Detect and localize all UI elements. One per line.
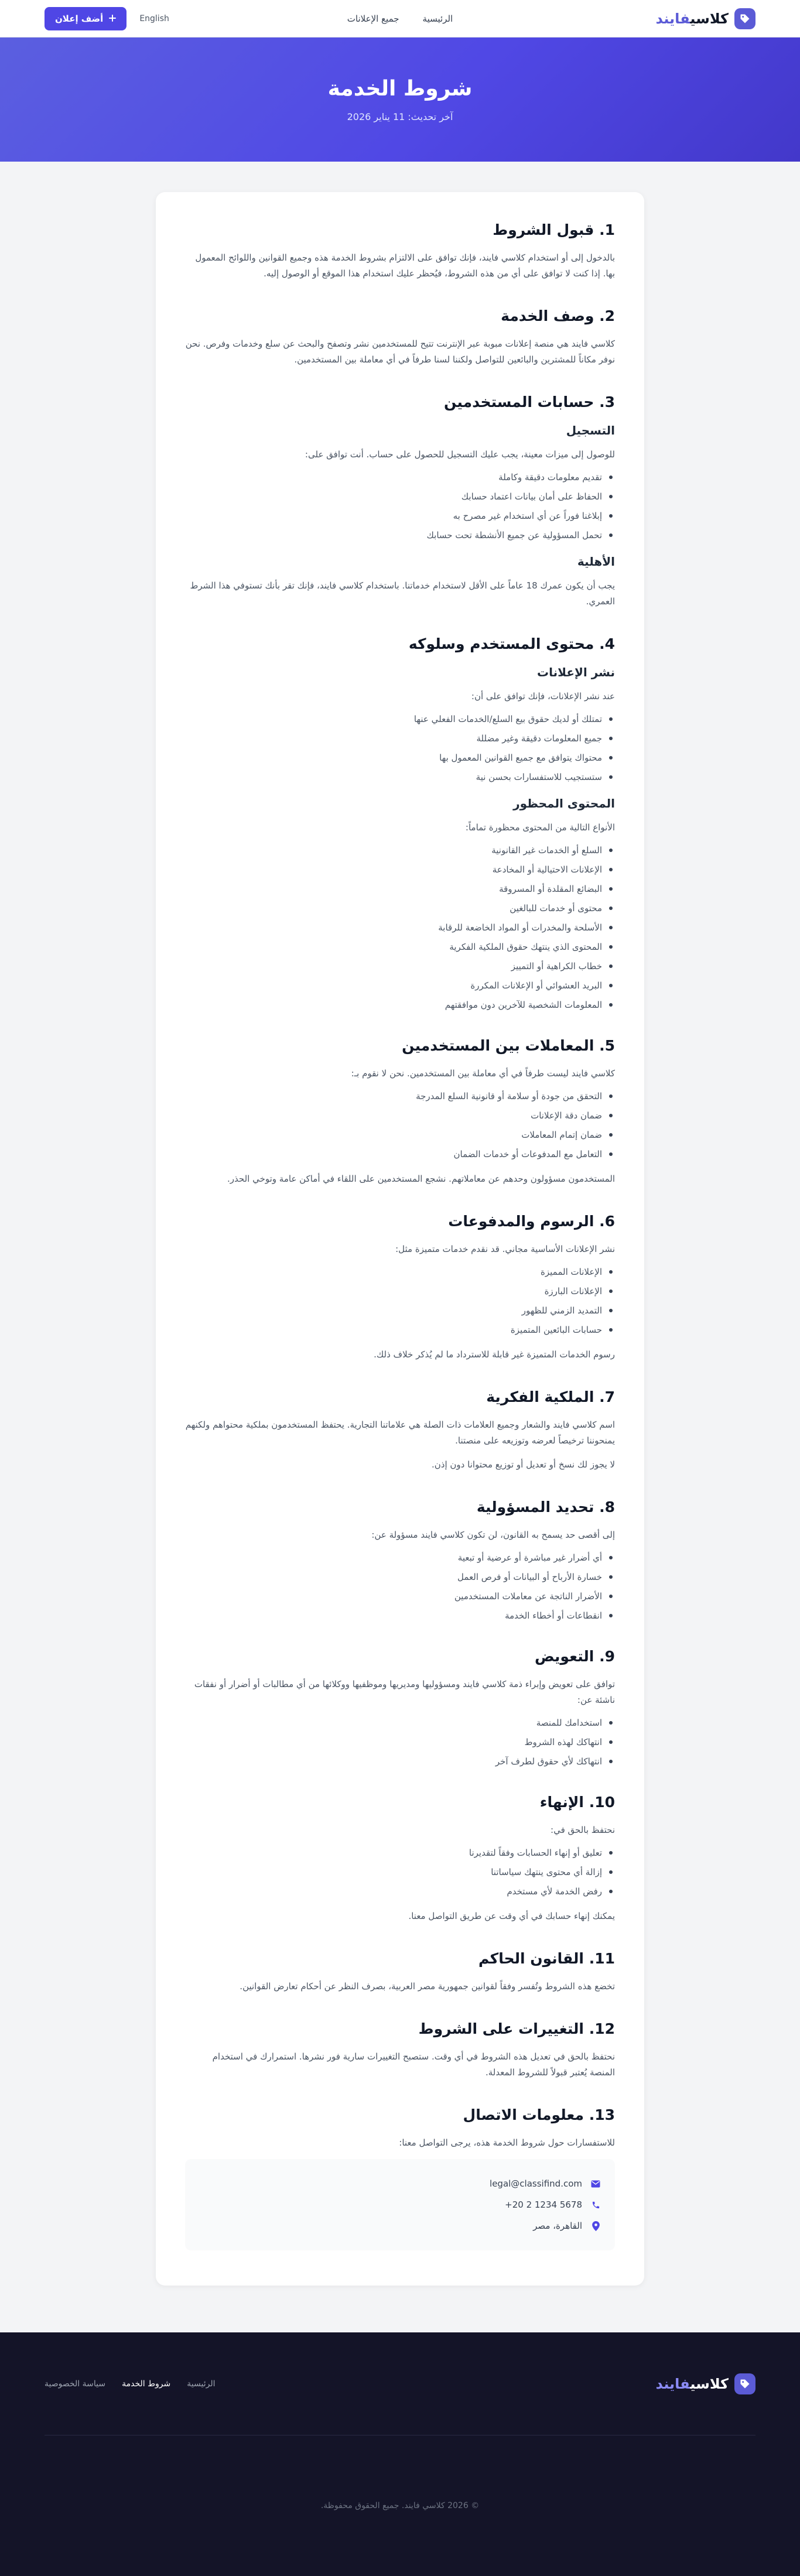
section-title: 11. القانون الحاكم [478,1950,615,1967]
section-transactions [185,1037,615,1187]
section-text: توافق على تعويض وإبراء ذمة كلاسي فايند ومسؤوليها ومديريها وموظفيها ووكلائها من أي مطالبات أو أضرار أو نفقات ناشئة عن: [194,1679,615,1705]
section-title: 7. الملكية الفكرية [486,1388,615,1405]
envelope-icon [590,2178,601,2189]
list-item: خسارة الأرباح أو البيانات أو فرص العمل [185,1571,615,1583]
nav-home[interactable]: الرئيسية [422,13,453,24]
list-item: البضائع المقلدة أو المسروقة [185,882,615,895]
list [185,1551,615,1622]
list-item: المعلومات الشخصية للآخرين دون موافقتهم [185,998,615,1011]
section-acceptance [185,221,615,282]
section-governing-law [185,1950,615,1995]
list [185,844,615,1011]
section-changes [185,2020,615,2081]
list-item: التحقق من جودة أو سلامة أو قانونية السلع المدرجة [185,1090,615,1103]
section-service-description [185,307,615,368]
section-user-accounts [185,394,615,610]
list-item: انتهاكك لأي حقوق لطرف آخر [185,1755,615,1768]
section-text: يمكنك إنهاء حسابك في أي وقت عن طريق التواصل معنا. [408,1911,615,1921]
list-item: تمتلك أو لديك حقوق بيع السلع/الخدمات الفعلي عنها [185,713,615,726]
contact-phone-value: +20 2 1234 5678 [505,2199,582,2210]
section-indemnification [185,1648,615,1768]
footer-logo[interactable] [655,2373,755,2394]
terms-card [156,192,644,2286]
page-title: شروط الخدمة [327,77,473,101]
contact-phone[interactable] [199,2194,601,2215]
section-text: إلى أقصى حد يسمح به القانون، لن تكون كلاسي فايند مسؤولة عن: [371,1530,615,1540]
list-item: خطاب الكراهية أو التمييز [185,960,615,973]
language-switch[interactable]: English [139,13,169,23]
post-ad-button[interactable] [45,7,127,30]
list-item: الإعلانات البارزة [185,1285,615,1298]
list-item: تعليق أو إنهاء الحسابات وفقاً لتقديرنا [185,1846,615,1859]
section-text: كلاسي فايند هي منصة إعلانات مبوبة عبر الإنترنت تتيح للمستخدمين نشر وتصفح والبحث عن سلع وخدمات وفرص. نحن نوفر مكاناً للمشترين والبائعين للتواصل ولكننا لسنا طرفاً في أي معاملة بين المستخدمين. [185,338,615,365]
footer-logo-text: كلاسيفايند [655,2375,729,2392]
hero-banner [0,37,800,162]
site-footer [0,2332,800,2576]
list-item: البريد العشوائي أو الإعلانات المكررة [185,979,615,992]
section-text: نشر الإعلانات الأساسية مجاني. قد نقدم خدمات متميزة مثل: [395,1244,615,1254]
list-item: جميع المعلومات دقيقة وغير مضللة [185,732,615,745]
header-actions [45,7,169,30]
section-text: اسم كلاسي فايند والشعار وجميع العلامات ذات الصلة هي علاماتنا التجارية. يحتفظ المستخدمون بملكية محتواهم ولكنهم يمنحوننا ترخيصاً لعرضه وتوزيعه على منصتنا. [185,1419,615,1446]
section-text: لا يجوز لك نسخ أو تعديل أو توزيع محتوانا دون إذن. [432,1459,615,1470]
section-text: يجب أن يكون عمرك 18 عاماً على الأقل لاستخدام خدماتنا. باستخدام كلاسي فايند، فإنك تقر بأنك تستوفي هذا الشرط العمري. [190,580,615,607]
footer-links [45,2379,216,2389]
section-fees [185,1213,615,1363]
footer-link-home[interactable]: الرئيسية [187,2379,216,2389]
section-title: 6. الرسوم والمدفوعات [448,1213,615,1230]
subsection-title: التسجيل [566,423,615,437]
section-text: تخضع هذه الشروط وتُفسر وفقاً لقوانين جمهورية مصر العربية، بصرف النظر عن أحكام تعارض القوانين. [240,1981,615,1992]
list-item: ستستجيب للاستفسارات بحسن نية [185,771,615,784]
subsection-title: الأهلية [577,555,615,569]
contact-address [199,2215,601,2236]
post-ad-label: أضف إعلان [55,13,104,24]
section-text: الأنواع التالية من المحتوى محظورة تماماً: [465,822,615,833]
list-item: رفض الخدمة لأي مستخدم [185,1885,615,1898]
list-item: ضمان دقة الإعلانات [185,1109,615,1122]
list [185,713,615,784]
list-item: انتهاكك لهذه الشروط [185,1736,615,1749]
section-text: عند نشر الإعلانات، فإنك توافق على أن: [471,691,615,702]
list-item: استخدامك للمنصة [185,1716,615,1729]
section-title: 2. وصف الخدمة [501,307,615,324]
list-item: الأضرار الناتجة عن معاملات المستخدمين [185,1590,615,1603]
list-item: الإعلانات الاحتيالية أو المخادعة [185,863,615,876]
list-item: تقديم معلومات دقيقة وكاملة [185,471,615,484]
list-item: الحفاظ على أمان بيانات اعتماد حسابك [185,490,615,503]
section-user-content [185,635,615,1011]
section-title: 4. محتوى المستخدم وسلوكه [408,635,615,652]
list-item: ضمان إتمام المعاملات [185,1128,615,1141]
section-text: نحتفظ بالحق في تعديل هذه الشروط في أي وقت. ستصبح التغييرات سارية فور نشرها. استمرارك في استخدام المنصة يُعتبر قبولاً للشروط المعدلة. [212,2051,615,2078]
logo-text: كلاسيفايند [655,10,729,27]
list-item: انقطاعات أو أخطاء الخدمة [185,1609,615,1622]
map-pin-icon [590,2221,601,2231]
list-item: الأسلحة والمخدرات أو المواد الخاضعة للرقابة [185,921,615,934]
footer-link-privacy[interactable]: سياسة الخصوصية [45,2379,106,2389]
footer-link-terms[interactable]: شروط الخدمة [122,2379,171,2389]
section-contact [185,2106,615,2250]
list-item: إزالة أي محتوى ينتهك سياساتنا [185,1866,615,1879]
list-item: المحتوى الذي ينتهك حقوق الملكية الفكرية [185,940,615,953]
section-liability [185,1499,615,1622]
subsection-title: نشر الإعلانات [537,665,615,679]
list [185,471,615,542]
site-header [0,0,800,37]
phone-icon [590,2199,601,2210]
list-item: أي أضرار غير مباشرة أو عرضية أو تبعية [185,1551,615,1564]
list-item: التعامل مع المدفوعات أو خدمات الضمان [185,1148,615,1161]
contact-address-value: القاهرة، مصر [533,2221,582,2231]
tag-icon [734,8,755,29]
main-nav [347,13,453,24]
section-text: للاستفسارات حول شروط الخدمة هذه، يرجى التواصل معنا: [399,2137,615,2148]
list-item: محتواك يتوافق مع جميع القوانين المعمول بها [185,751,615,764]
list [185,1846,615,1898]
section-text: بالدخول إلى أو استخدام كلاسي فايند، فإنك توافق على الالتزام بشروط الخدمة هذه وجميع القوانين واللوائح المعمول بها. إذا كنت لا توافق على أي من هذه الشروط، فيُحظر عليك استخدام هذا الموقع أو الوصول إليه. [195,252,615,279]
copyright: © 2026 كلاسي فايند. جميع الحقوق محفوظة. [320,2501,480,2510]
list-item: السلع أو الخدمات غير القانونية [185,844,615,857]
section-ip [185,1388,615,1473]
list [185,1716,615,1768]
section-text: رسوم الخدمات المتميزة غير قابلة للاسترداد ما لم يُذكر خلاف ذلك. [374,1349,615,1360]
section-text: كلاسي فايند ليست طرفاً في أي معاملة بين المستخدمين. نحن لا نقوم بـ: [351,1068,615,1079]
section-title: 9. التعويض [534,1648,615,1665]
section-text: للوصول إلى ميزات معينة، يجب عليك التسجيل للحصول على حساب. أنت توافق على: [305,449,615,460]
subsection-title: المحتوى المحظور [513,796,615,810]
section-title: 13. معلومات الاتصال [463,2106,615,2123]
section-title: 1. قبول الشروط [493,221,615,238]
list-item: التمديد الزمني للظهور [185,1304,615,1317]
section-title: 10. الإنهاء [539,1794,615,1811]
contact-email[interactable] [199,2173,601,2194]
plus-icon [109,13,116,24]
nav-all-listings[interactable]: جميع الإعلانات [347,13,399,24]
last-updated: آخر تحديث: 11 يناير 2026 [347,111,453,122]
list [185,1090,615,1161]
tag-icon [734,2373,755,2394]
list-item: محتوى أو خدمات للبالغين [185,902,615,915]
list-item: تحمل المسؤولية عن جميع الأنشطة تحت حسابك [185,529,615,542]
section-title: 8. تحديد المسؤولية [476,1499,615,1516]
list [185,1265,615,1336]
section-title: 3. حسابات المستخدمين [443,394,615,410]
section-title: 12. التغييرات على الشروط [418,2020,615,2037]
section-text: نحتفظ بالحق في: [551,1825,615,1835]
section-title: 5. المعاملات بين المستخدمين [402,1037,615,1054]
section-termination [185,1794,615,1924]
list-item: إبلاغنا فوراً عن أي استخدام غير مصرح به [185,509,615,522]
list-item: الإعلانات المميزة [185,1265,615,1278]
logo[interactable] [655,8,755,29]
list-item: حسابات البائعين المتميزة [185,1323,615,1336]
contact-box [185,2159,615,2250]
contact-email-value: legal@classifind.com [490,2178,582,2189]
section-text: المستخدمون مسؤولون وحدهم عن معاملاتهم. نشجع المستخدمين على اللقاء في أماكن عامة وتوخي الحذر. [227,1174,615,1184]
